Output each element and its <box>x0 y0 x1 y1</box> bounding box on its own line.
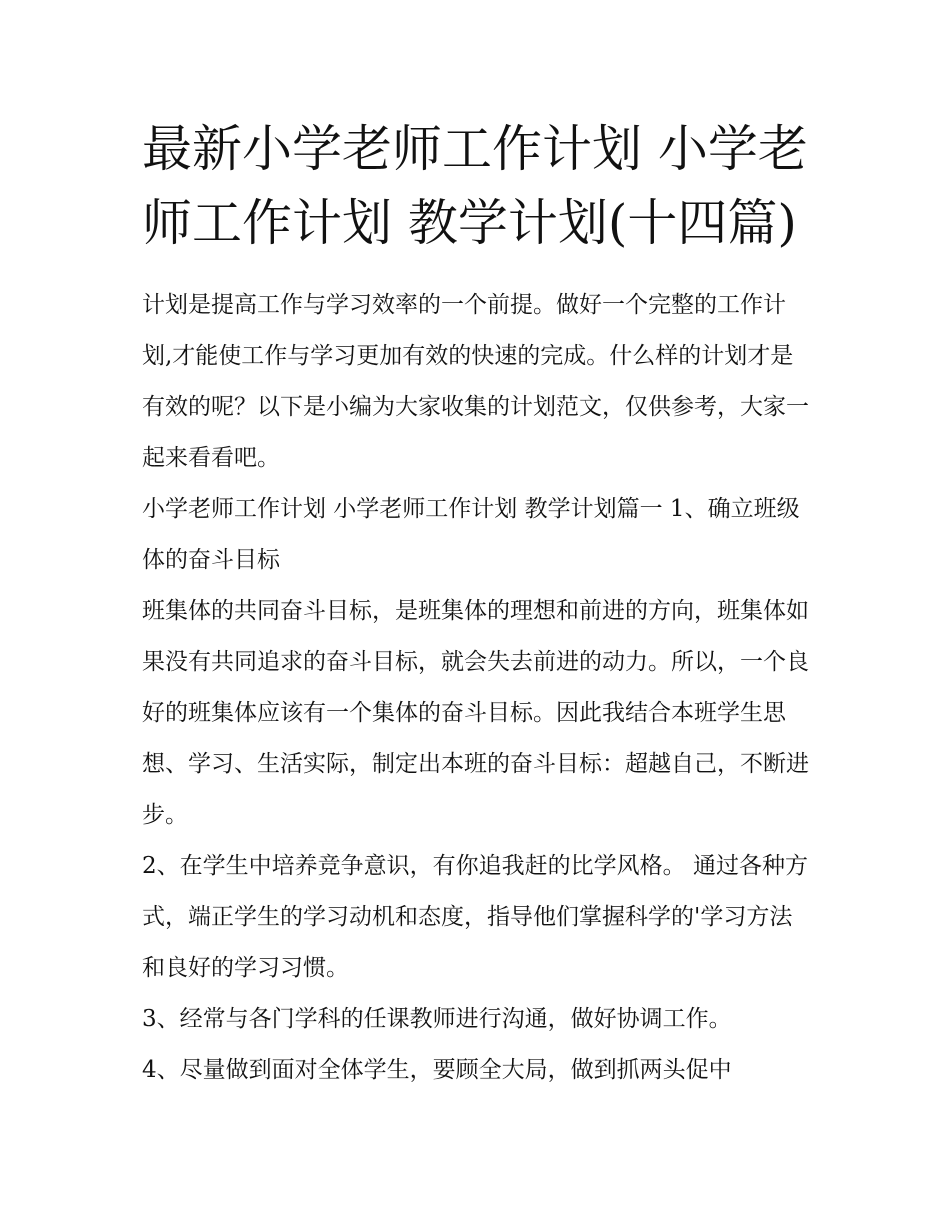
document-title: 最新小学老师工作计划 小学老师工作计划 教学计划(十四篇) <box>142 120 808 252</box>
paragraph-item-4: 4、尽量做到面对全体学生，要顾全大局，做到抓两头促中 <box>142 1057 732 1083</box>
paragraph-section-heading: 小学老师工作计划 小学老师工作计划 教学计划篇一 1、确立班级体的奋斗目标 <box>142 496 800 573</box>
paragraph-item-2: 2、在学生中培养竞争意识，有你追我赶的比学风格。 通过各种方式，端正学生的学习动机和态度，指导他们掌握科学的'学习方法和良好的学习习惯。 <box>142 853 808 981</box>
paragraph-goal: 班集体的共同奋斗目标，是班集体的理想和前进的方向，班集体如果没有共同追求的奋斗目标，就会失去前进的动力。所以，一个良好的班集体应该有一个集体的奋斗目标。因此我结合本班学生思想、学习、生活实际，制定出本班的奋斗目标：超越自己，不断进步。 <box>142 598 809 828</box>
paragraph-intro: 计划是提高工作与学习效率的一个前提。做好一个完整的工作计划,才能使工作与学习更加有效的快速的完成。什么样的计划才是有效的呢？以下是小编为大家收集的计划范文，仅供参考，大家一起来看看吧。 <box>142 292 809 471</box>
document-body <box>142 280 814 1096</box>
paragraph-item-3: 3、经常与各门学科的任课教师进行沟通，做好协调工作。 <box>142 1006 732 1032</box>
